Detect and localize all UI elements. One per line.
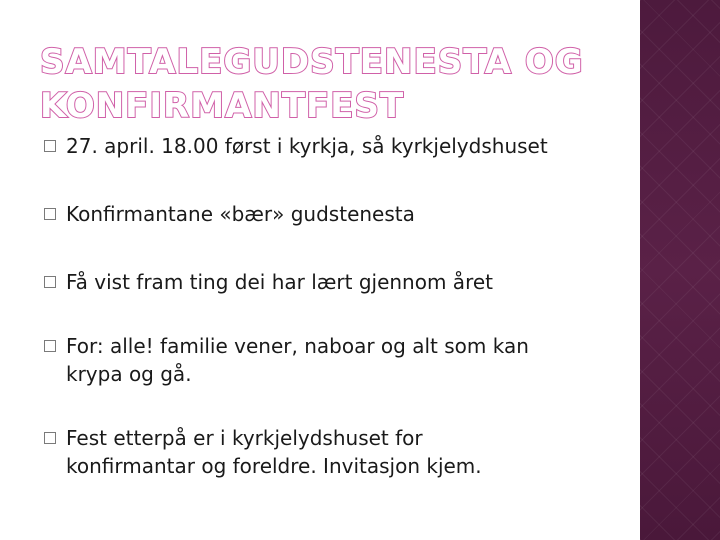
- bullet-text-5-line-1: Fest etterpå er i kyrkjelydshuset for: [66, 426, 423, 450]
- bullet-text-2: Konfirmantane «bær» gudstenesta: [66, 202, 415, 226]
- bullet-list: [44, 132, 634, 480]
- bullet-text-4-line-2: krypa og gå.: [66, 362, 192, 386]
- bullet-text-5-line-2: konfirmantar og foreldre. Invitasjon kjem.: [66, 454, 482, 478]
- bullet-text-1: 27. april. 18.00 først i kyrkja, så kyrkjelydshuset: [66, 134, 548, 158]
- square-bullet-icon: [44, 340, 56, 352]
- square-bullet-icon: [44, 208, 56, 220]
- slide-title-line-2: KONFIRMANTFEST: [40, 86, 405, 126]
- square-bullet-icon: [44, 276, 56, 288]
- bullet-item-3: [44, 268, 634, 296]
- square-bullet-icon: [44, 140, 56, 152]
- slide-title-line-1: SAMTALEGUDSTENESTA OG: [40, 42, 584, 82]
- decorative-side-panel: [640, 0, 720, 540]
- bullet-item-4: [44, 332, 634, 388]
- bullet-item-5: [44, 424, 634, 480]
- bullet-item-2: [44, 200, 634, 228]
- bullet-text-3: Få vist fram ting dei har lært gjennom året: [66, 270, 493, 294]
- slide-title: [40, 40, 600, 128]
- bullet-text-4-line-1: For: alle! familie vener, naboar og alt som kan: [66, 334, 529, 358]
- square-bullet-icon: [44, 432, 56, 444]
- bullet-item-1: [44, 132, 634, 160]
